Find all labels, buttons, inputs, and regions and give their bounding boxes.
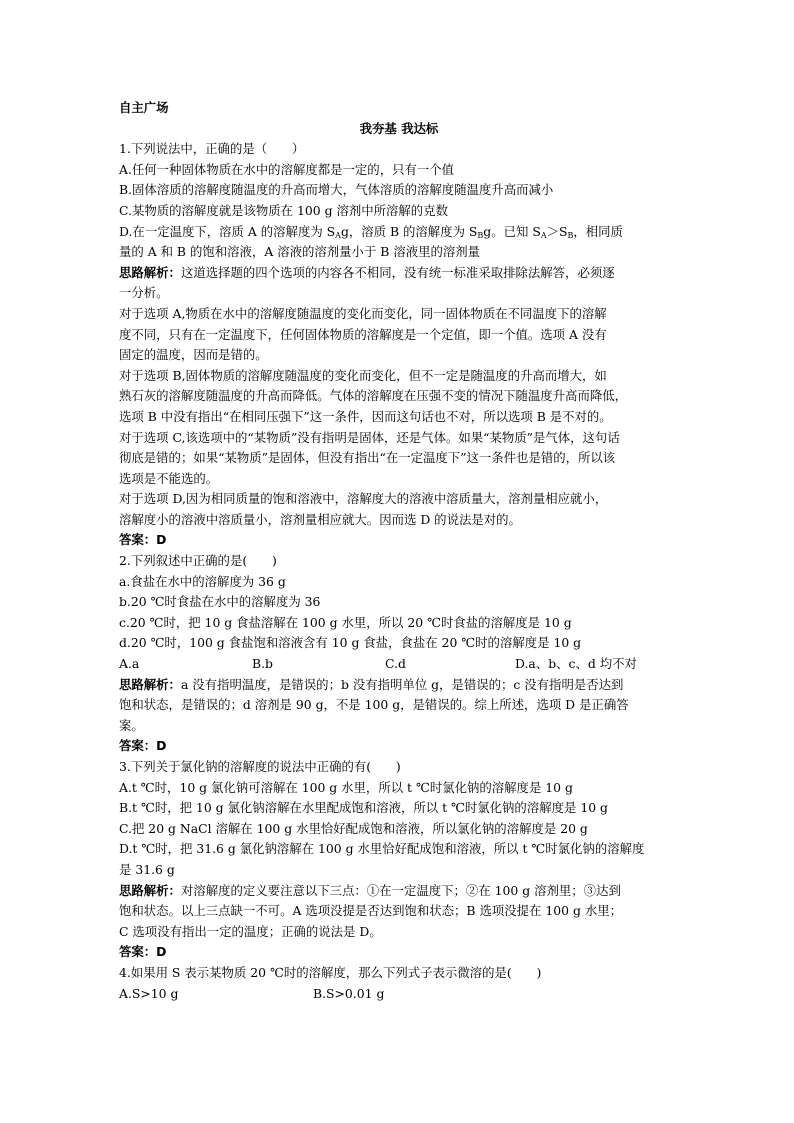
q1-option-d <box>119 222 679 243</box>
q3-answer <box>119 942 679 963</box>
q1-analysis <box>119 263 679 284</box>
q1-d-text: ，相同质 <box>573 223 623 239</box>
q1-para-a: 对于选项 A,物质在水中的溶解度随温度的变化而变化，同一固体物质在不同温度下的溶解 <box>119 305 607 321</box>
q3-option-b: B.t ℃时，把 10 g 氯化钠溶解在水里配成饱和溶液，所以 t ℃时氯化钠的溶解度是 10 g <box>119 800 608 816</box>
q1-d-sub: B <box>567 230 574 240</box>
q3-option-d-cont: 是 31.6 g <box>119 861 175 877</box>
q3-option-d: D.t ℃时，把 31.6 g 氯化钠溶解在 100 g 水里恰好配成饱和溶液，所以 t ℃时氯化钠的溶解度 <box>119 841 645 857</box>
q4-options <box>119 984 679 1005</box>
q2-analysis <box>119 675 679 696</box>
q1-d-sub: B <box>477 230 484 240</box>
q1-option-c: C.某物质的溶解度就是该物质在 100 g 溶剂中所溶解的克数 <box>119 202 448 218</box>
question-1 <box>119 139 679 551</box>
analysis-label: 思路解析： <box>119 264 181 280</box>
q4-stem: 4.如果用 S 表示某物质 20 ℃时的溶解度，那么下列式子表示微溶的是( ) <box>119 964 542 980</box>
answer-value: D <box>156 532 167 548</box>
q2-item-c: c.20 ℃时，把 10 g 食盐溶解在 100 g 水里，所以 20 ℃时食盐的溶解度是 10 g <box>119 614 572 630</box>
q3-stem: 3.下列关于氯化钠的溶解度的说法中正确的有( ) <box>119 759 401 774</box>
q2-answer <box>119 736 679 757</box>
q1-para-b: 选项 B 中没有指出“在相同压强下”这一条件，因而这句话也不对，所以选项 B 是不对的。 <box>119 408 612 424</box>
q1-option-b: B.固体溶质的溶解度随温度的升高而增大，气体溶质的溶解度随温度升高而减小 <box>119 182 554 198</box>
q2-option-b: B.b <box>252 656 273 672</box>
q1-para-c: 对于选项 C,该选项中的“某物质”没有指明是固体，还是气体。如果“某物质”是气体，这句话 <box>119 429 620 445</box>
q1-answer <box>119 530 679 551</box>
q1-para-a: 固定的温度，因而是错的。 <box>119 347 268 363</box>
q1-para-b: 对于选项 B,固体物质的溶解度随温度的变化而变化，但不一定是随温度的升高而增大，如 <box>119 367 607 383</box>
q3-analysis-cont: C 选项没有指出一定的温度；正确的说法是 D。 <box>119 923 382 939</box>
analysis-text: 对溶解度的定义要注意以下三点：①在一定温度下；②在 100 g 溶剂里；③达到 <box>180 882 621 898</box>
answer-value: D <box>156 944 167 960</box>
q2-stem: 2.下列叙述中正确的是( ) <box>119 553 277 569</box>
q2-item-a: a.食盐在水中的溶解度为 36 g <box>119 573 286 589</box>
q1-d-sub: A <box>335 230 341 240</box>
answer-label: 答案： <box>119 738 157 754</box>
q1-d-text: D.在一定温度下，溶质 A 的溶解度为 S <box>119 223 336 239</box>
q2-analysis-cont: 案。 <box>119 717 144 733</box>
q2-option-a: A.a <box>119 656 140 672</box>
answer-value: D <box>156 738 167 754</box>
q1-option-a: A.任何一种固体物质在水中的溶解度都是一定的，只有一个值 <box>119 161 455 177</box>
q1-d-sub: A <box>540 230 547 240</box>
analysis-text: 这道选择题的四个选项的内容各不相同，没有统一标准采取排除法解答，必须逐 <box>180 264 615 280</box>
q1-stem: 1.下列说法中，正确的是（ ） <box>119 141 305 157</box>
q2-option-c: C.d <box>385 656 406 672</box>
q1-option-d-cont: 量的 A 和 B 的饱和溶液，A 溶液的溶剂量小于 B 溶液里的溶剂量 <box>119 244 481 260</box>
q3-option-a: A.t ℃时，10 g 氯化钠可溶解在 100 g 水里，所以 t ℃时氯化钠的溶解度是 10 g <box>119 779 573 795</box>
answer-label: 答案： <box>119 532 157 548</box>
q1-para-d: 对于选项 D,因为相同质量的饱和溶液中，溶解度大的溶液中溶质量大，溶剂量相应就小， <box>119 491 608 507</box>
q1-para-c: 选项是不能选的。 <box>119 470 219 486</box>
q1-d-text: g，溶质 B 的溶解度为 S <box>340 223 478 239</box>
q1-para-a: 度不同，只有在一定温度下，任何固体物质的溶解度是一个定值，即一个值。选项 A 没有 <box>119 326 607 342</box>
q1-para-b: 熟石灰的溶解度随温度的升高而降低。气体的溶解度在压强不变的情况下随温度升高而降低， <box>119 388 628 404</box>
question-4 <box>119 963 679 1004</box>
q1-para-d: 溶解度小的溶液中溶质量小，溶剂量相应就大。因而选 D 的说法是对的。 <box>119 511 521 527</box>
analysis-text: a 没有指明温度，是错误的；b 没有指明单位 g，是错误的；c 没有指明是否达到 <box>180 676 624 692</box>
subtitle: 我夯基 我达标 <box>359 120 439 136</box>
q2-item-b: b.20 ℃时食盐在水中的溶解度为 36 <box>119 594 321 610</box>
q4-option-b: B.S>0.01 g <box>313 985 385 1001</box>
q2-analysis-cont: 饱和状态，是错误的；d 溶剂是 90 g，不是 100 g，是错误的。综上所述，选项 D 是正确答 <box>119 697 629 713</box>
analysis-label: 思路解析： <box>119 882 181 898</box>
q3-analysis <box>119 881 679 902</box>
q4-option-a: A.S>10 g <box>119 985 179 1001</box>
question-2 <box>119 551 679 757</box>
question-3 <box>119 757 679 963</box>
q1-d-text: ＞S <box>546 223 568 239</box>
q3-analysis-cont: 饱和状态。以上三点缺一不可。A 选项没提是否达到饱和状态；B 选项没提在 100 g 水里； <box>119 903 622 919</box>
answer-label: 答案： <box>119 944 157 960</box>
q1-para-c: 彻底是错的；如果“某物质”是固体，但没有指出“在一定温度下”这一条件也是错的，所以该 <box>119 450 616 466</box>
q3-option-c: C.把 20 g NaCl 溶解在 100 g 水里恰好配成饱和溶液，所以氯化钠的溶解度是 20 g <box>119 820 588 836</box>
analysis-label: 思路解析： <box>119 676 181 692</box>
q2-option-d: D.a、b、c、d 均不对 <box>515 656 637 672</box>
q2-item-d: d.20 ℃时，100 g 食盐饱和溶液含有 10 g 食盐，食盐在 20 ℃时的溶解度是 10 g <box>119 635 582 651</box>
document-page <box>119 98 679 1004</box>
section-title: 自主广场 <box>119 100 169 115</box>
q1-analysis-cont: 一分析。 <box>119 285 169 301</box>
q2-options <box>119 654 679 675</box>
q1-d-text: g。已知 S <box>483 223 541 239</box>
